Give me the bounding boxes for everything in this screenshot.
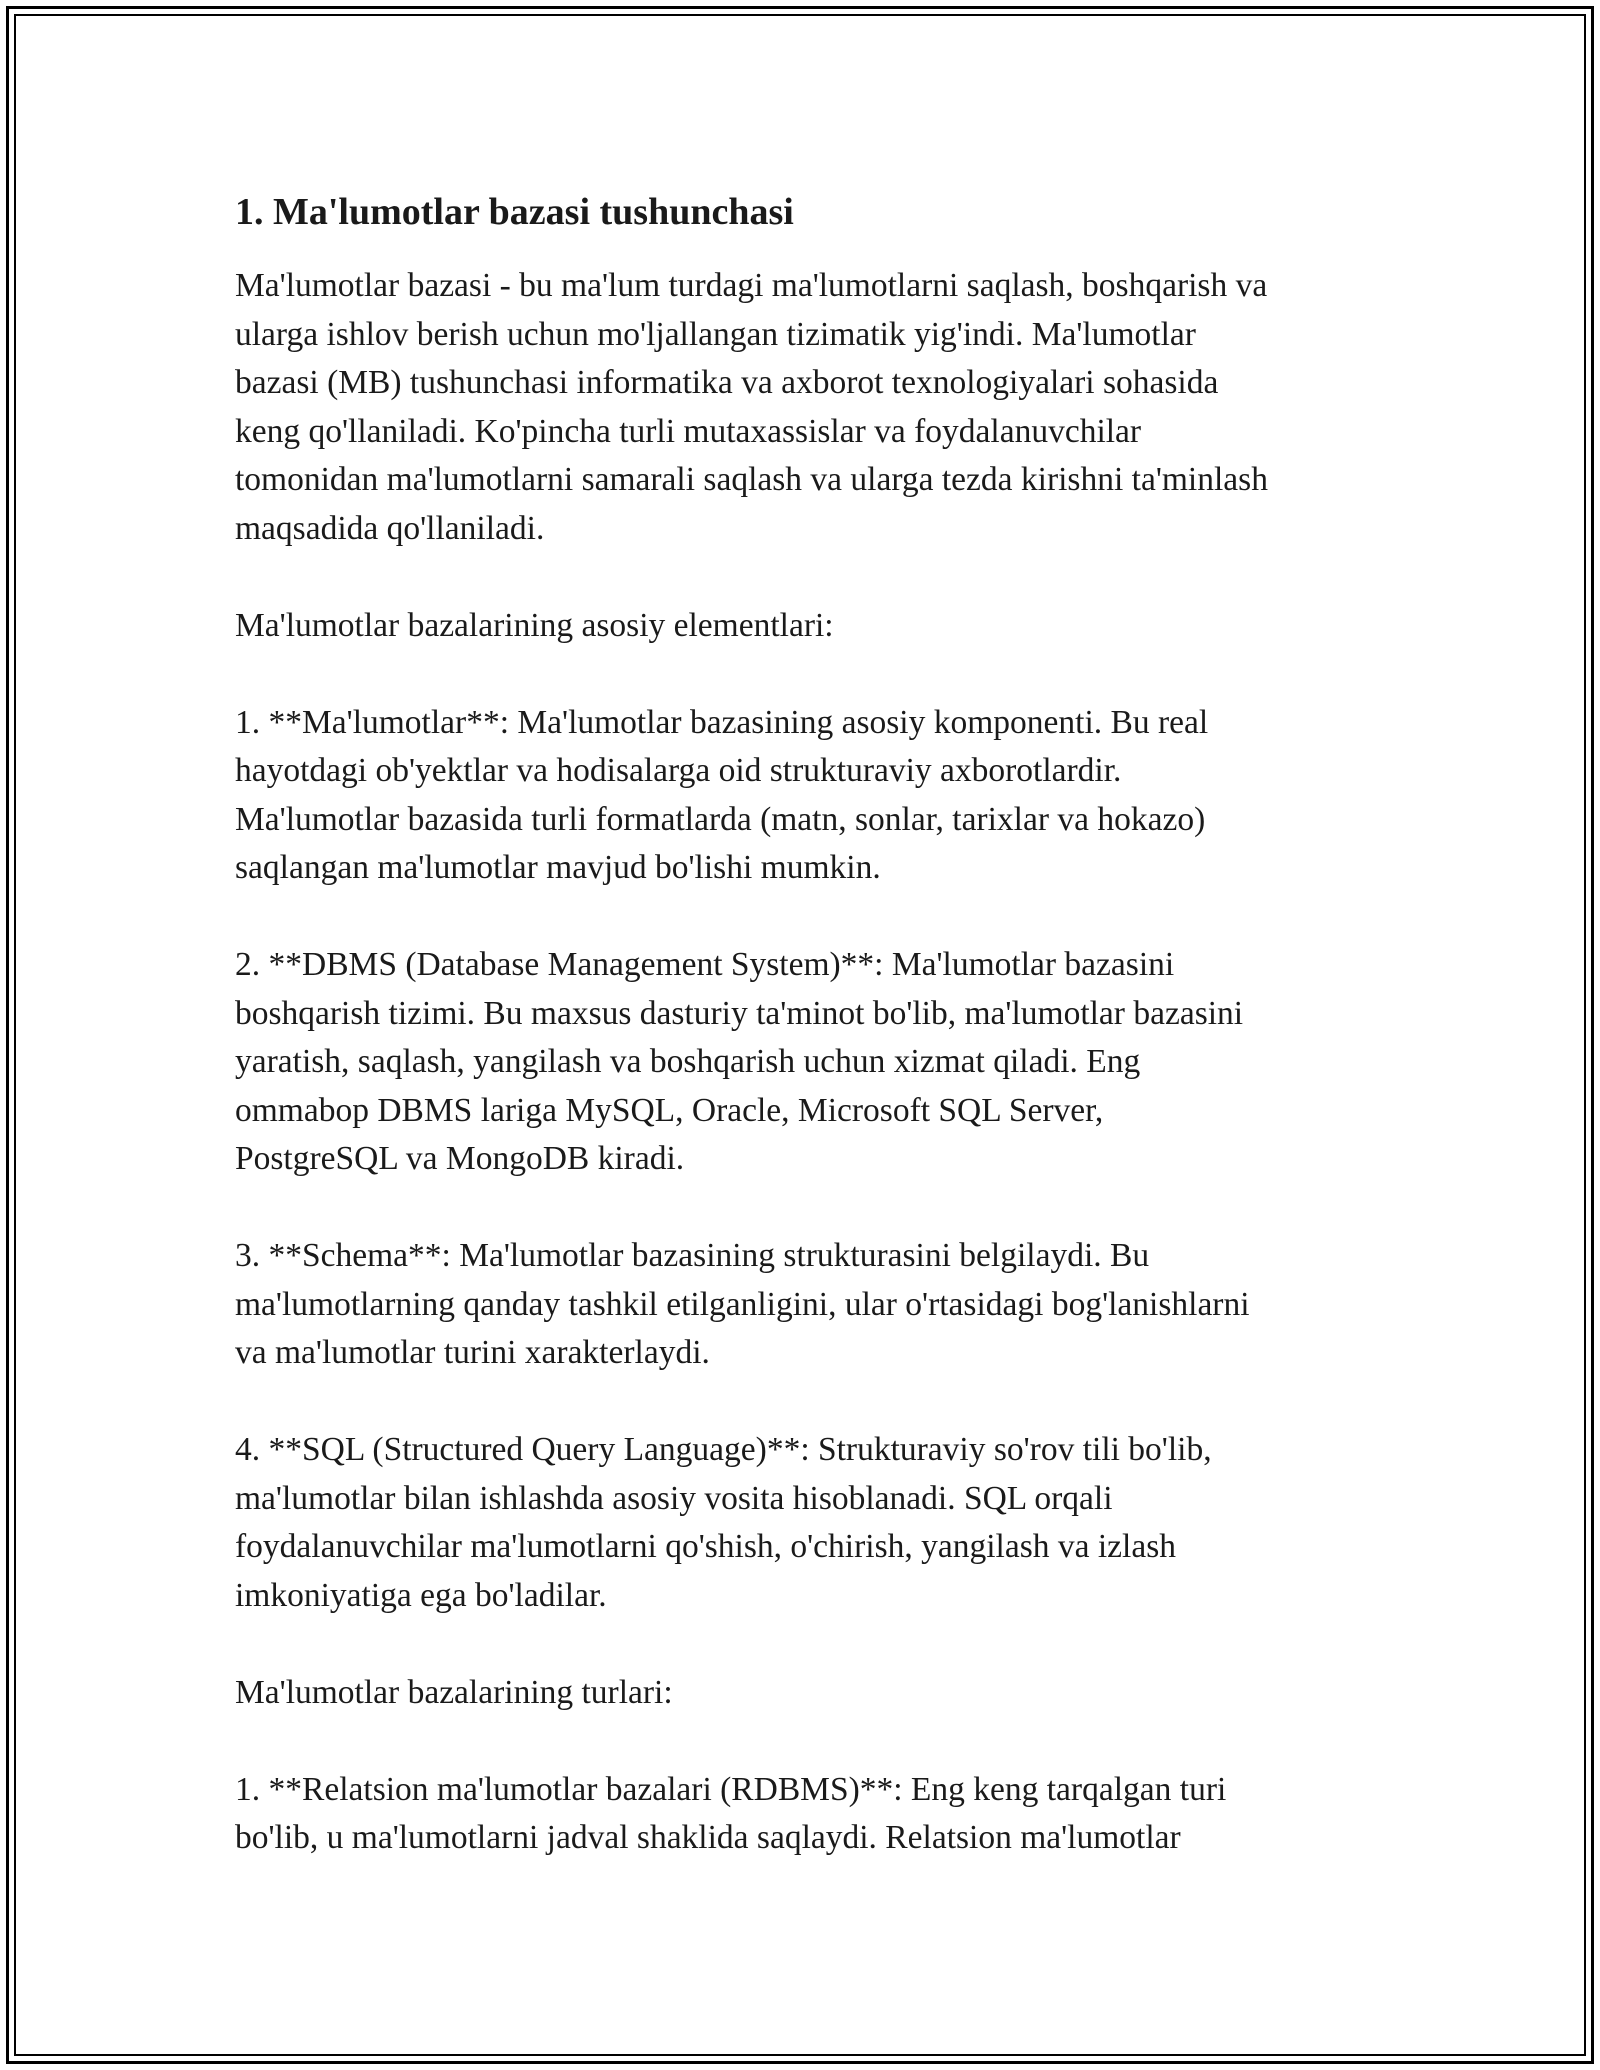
paragraph-types-heading: Ma'lumotlar bazalarining turlari: <box>235 1673 673 1711</box>
section-title: 1. Ma'lumotlar bazasi tushunchasi <box>235 191 794 233</box>
paragraph-item-rdbms: 1. **Relatsion ma'lumotlar bazalari (RDBMS)**: Eng keng tarqalgan turi bo'lib, u ma'lumotlarni jadval shaklida saqlaydi. Relatsion ma'lumotlar <box>235 1770 1227 1856</box>
paragraph-item-sql: 4. **SQL (Structured Query Language)**: Strukturaviy so'rov tili bo'lib, ma'lumotlar bilan ishlashda asosiy vosita hisoblanadi. SQL orqali foydalanuvchilar ma'lumotlarni qo'shish, o'chirish, yangilash va izlash imkoniyatiga ega bo'ladilar. <box>235 1431 1212 1614</box>
paragraph-item-schema: 3. **Schema**: Ma'lumotlar bazasining strukturasini belgilaydi. Bu ma'lumotlarning qanday tashkil etilganligini, ular o'rtasidagi bog'lanishlarni va ma'lumotlar turini xarakterlaydi. <box>235 1237 1250 1371</box>
paragraph-item-data: 1. **Ma'lumotlar**: Ma'lumotlar bazasining asosiy komponenti. Bu real hayotdagi ob'yektlar va hodisalarga oid strukturaviy axborotlardir. Ma'lumotlar bazasida turli formatlarda (matn, sonlar, tarixlar va hokazo) saqlangan ma'lumotlar mavjud bo'lishi mumkin. <box>235 703 1209 886</box>
paragraph-intro: Ma'lumotlar bazasi - bu ma'lum turdagi ma'lumotlarni saqlash, boshqarish va ularga ishlov berish uchun mo'ljallangan tizimatik yig'indi. Ma'lumotlar bazasi (MB) tushunchasi informatika va axborot texnologiyalari sohasida keng qo'llaniladi. Ko'pincha turli mutaxassislar va foydalanuvchilar tomonidan ma'lumotlarni samarali saqlash va ularga tezda kirishni ta'minlash maqsadida qo'llaniladi. <box>235 267 1268 547</box>
document-body <box>235 184 1375 1863</box>
paragraph-elements-heading: Ma'lumotlar bazalarining asosiy elementlari: <box>235 606 834 644</box>
paragraph-item-dbms: 2. **DBMS (Database Management System)**: Ma'lumotlar bazasini boshqarish tizimi. Bu maxsus dasturiy ta'minot bo'lib, ma'lumotlar bazasini yaratish, saqlash, yangilash va boshqarish uchun xizmat qiladi. Eng ommabop DBMS lariga MySQL, Oracle, Microsoft SQL Server, PostgreSQL va MongoDB kiradi. <box>235 946 1244 1177</box>
